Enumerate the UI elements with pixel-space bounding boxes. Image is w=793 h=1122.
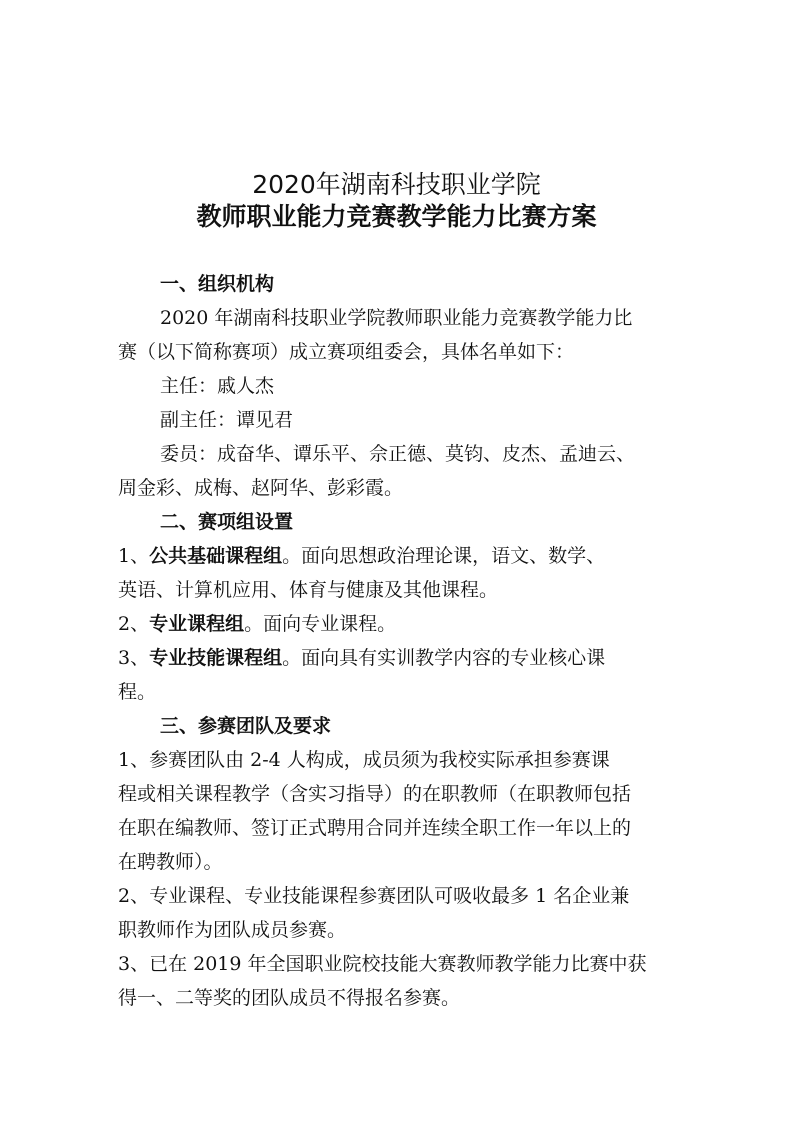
requirement-1-line-3: 在职在编教师、签订正式聘用合同并连续全职工作一年以上的: [118, 817, 632, 839]
group-item-1-line-2: 英语、计算机应用、体育与健康及其他课程。: [118, 579, 499, 601]
group-item-3: [118, 642, 605, 674]
requirement-1-line-4: 在聘教师）。: [118, 851, 223, 873]
group-item-1-text: 。面向思想政治理论课，语文、数学、: [282, 545, 606, 567]
requirement-2-line-1: 2、专业课程、专业技能课程参赛团队可吸收最多 1 名企业兼: [118, 885, 630, 907]
group-item-1-keyword: 公共基础课程组: [149, 545, 283, 567]
requirement-2-line-2: 职教师作为团队成员参赛。: [118, 919, 347, 941]
group-item-1: [118, 540, 605, 572]
committee-director: 主任：戚人杰: [160, 375, 275, 397]
group-item-2-text: 。面向专业课程。: [244, 613, 397, 635]
group-item-2-keyword: 专业课程组: [149, 613, 245, 635]
document-title-line-2: 教师职业能力竞赛教学能力比赛方案: [196, 202, 597, 231]
document-title-line-1: 2020年湖南科技职业学院: [252, 170, 541, 199]
section-1-heading: 一、组织机构: [160, 273, 275, 295]
section-2-heading: 二、赛项组设置: [160, 511, 294, 533]
committee-members-line-1: 委员：成奋华、谭乐平、佘正德、莫钧、皮杰、孟迪云、: [160, 443, 636, 465]
committee-members-line-2: 周金彩、成梅、赵阿华、彭彩霞。: [118, 477, 404, 499]
requirement-1-line-2: 程或相关课程教学（含实习指导）的在职教师（在职教师包括: [118, 783, 632, 805]
section-3-heading: 三、参赛团队及要求: [160, 715, 332, 737]
committee-deputy-director: 副主任：谭见君: [160, 409, 294, 431]
group-item-2: [118, 608, 396, 640]
group-item-3-keyword: 专业技能课程组: [149, 647, 283, 669]
requirement-1-line-1: 1、参赛团队由 2-4 人构成，成员须为我校实际承担参赛课: [118, 749, 610, 771]
group-item-2-number: 2、: [118, 613, 150, 635]
group-item-3-line-2: 程。: [118, 681, 157, 703]
section-1-paragraph-line-1: 2020 年湖南科技职业学院教师职业能力竞赛教学能力比: [160, 307, 633, 329]
requirement-3-line-1: 3、已在 2019 年全国职业院校技能大赛教师教学能力比赛中获: [118, 953, 647, 975]
group-item-3-text: 。面向具有实训教学内容的专业核心课: [282, 647, 606, 669]
group-item-3-number: 3、: [118, 647, 150, 669]
group-item-1-number: 1、: [118, 545, 150, 567]
section-1-paragraph-line-2: 赛（以下简称赛项）成立赛项组委会，具体名单如下：: [118, 341, 575, 363]
requirement-3-line-2: 得一、二等奖的团队成员不得报名参赛。: [118, 987, 461, 1009]
